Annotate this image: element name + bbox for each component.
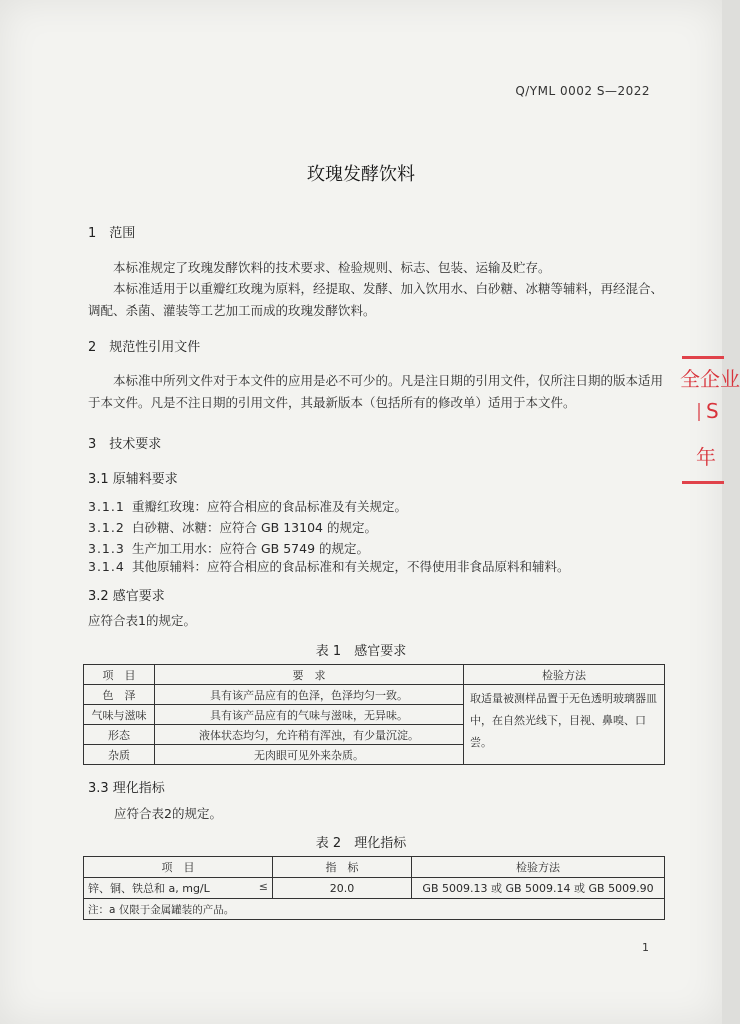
- item-text: 锌、铜、铁总和 a, mg/L: [88, 882, 210, 895]
- table-note: 注：a 仅限于金属罐装的产品。: [84, 899, 665, 920]
- requirement-cell: 具有该产品应有的色泽，色泽均匀一致。: [155, 685, 464, 705]
- section-3-heading: 3 技术要求: [88, 437, 162, 452]
- table-note-row: [84, 899, 665, 920]
- table-1-caption: 表 1 感官要求: [315, 644, 407, 659]
- item-cell: 气味与滋味: [84, 705, 155, 725]
- table-header-row: [84, 665, 665, 685]
- section-2-paragraph: 本标准中所列文件对于本文件的应用是必不可少的。凡是注日期的引用文件，仅所注日期的版本适用于本文件。凡是不注日期的引用文件，其最新版本（包括所有的修改单）适用于本文件。: [88, 373, 664, 410]
- stamp-text: S: [706, 399, 719, 423]
- section-1-paragraph-2: 本标准适用于以重瓣红玫瑰为原料，经提取、发酵、加入饮用水、白砂糖、冰糖等辅料，再经混合、调配、杀菌、灌装等工艺加工而成的玫瑰发酵饮料。: [88, 281, 664, 318]
- requirement-cell: 无肉眼可见外来杂质。: [155, 745, 464, 765]
- requirement-item: [88, 539, 369, 557]
- item-number: 3.1.1: [88, 499, 125, 514]
- comparison-symbol: ≤: [258, 880, 268, 893]
- section-3-1-heading: 3.1 原辅料要求: [88, 472, 178, 487]
- physicochemical-table: [83, 856, 665, 920]
- red-seal-stamp: [680, 356, 740, 484]
- column-header: 检验方法: [412, 857, 665, 878]
- item-text: 白砂糖、冰糖：应符合 GB 13104 的规定。: [132, 520, 377, 535]
- item-text: 重瓣红玫瑰：应符合相应的食品标准及有关规定。: [132, 499, 408, 514]
- section-3-2-text: 应符合表1的规定。: [88, 613, 196, 628]
- section-2-heading: 2 规范性引用文件: [88, 340, 201, 355]
- requirement-item: [88, 557, 570, 575]
- column-header: 检验方法: [464, 665, 665, 685]
- stamp-text: 年: [696, 445, 716, 469]
- table-row: [84, 878, 665, 899]
- item-number: 3.1.4: [88, 559, 125, 574]
- requirement-cell: 液体状态均匀，允许稍有浑浊，有少量沉淀。: [155, 725, 464, 745]
- section-3-3-heading: 3.3 理化指标: [88, 781, 165, 796]
- item-text: 其他原辅料：应符合相应的食品标准和有关规定，不得使用非食品原料和辅料。: [132, 559, 570, 574]
- requirement-cell: 具有该产品应有的气味与滋味，无异味。: [155, 705, 464, 725]
- item-cell: [84, 878, 273, 899]
- section-3-2-heading: 3.2 感官要求: [88, 589, 165, 604]
- page-number: 1: [642, 941, 649, 954]
- standard-code: Q/YML 0002 S—2022: [515, 84, 650, 98]
- column-header: 指 标: [273, 857, 412, 878]
- value-cell: 20.0: [273, 878, 412, 899]
- requirement-item: [88, 518, 377, 536]
- section-1-paragraph-1: 本标准规定了玫瑰发酵饮料的技术要求、检验规则、标志、包装、运输及贮存。: [113, 260, 551, 275]
- column-header: 项 目: [84, 857, 273, 878]
- section-1-heading: 1 范围: [88, 226, 136, 241]
- section-3-3-text: 应符合表2的规定。: [114, 806, 222, 821]
- item-number: 3.1.3: [88, 541, 125, 556]
- stamp-mark: [698, 403, 700, 421]
- table-header-row: [84, 857, 665, 878]
- table-row: [84, 685, 665, 705]
- item-text: 生产加工用水：应符合 GB 5749 的规定。: [132, 541, 369, 556]
- column-header: 项 目: [84, 665, 155, 685]
- table-2-caption: 表 2 理化指标: [315, 836, 407, 851]
- column-header: 要 求: [155, 665, 464, 685]
- item-cell: 杂质: [84, 745, 155, 765]
- item-number: 3.1.2: [88, 520, 125, 535]
- method-cell: GB 5009.13 或 GB 5009.14 或 GB 5009.90: [412, 878, 665, 899]
- stamp-text: 全企业: [680, 367, 740, 391]
- document-title: 玫瑰发酵饮料: [307, 164, 415, 185]
- item-cell: 形态: [84, 725, 155, 745]
- method-cell: 取适量被测样品置于无色透明玻璃器皿中，在自然光线下，目视、鼻嗅、口尝。: [464, 685, 665, 765]
- sensory-requirements-table: [83, 664, 665, 765]
- requirement-item: [88, 497, 407, 515]
- item-cell: 色 泽: [84, 685, 155, 705]
